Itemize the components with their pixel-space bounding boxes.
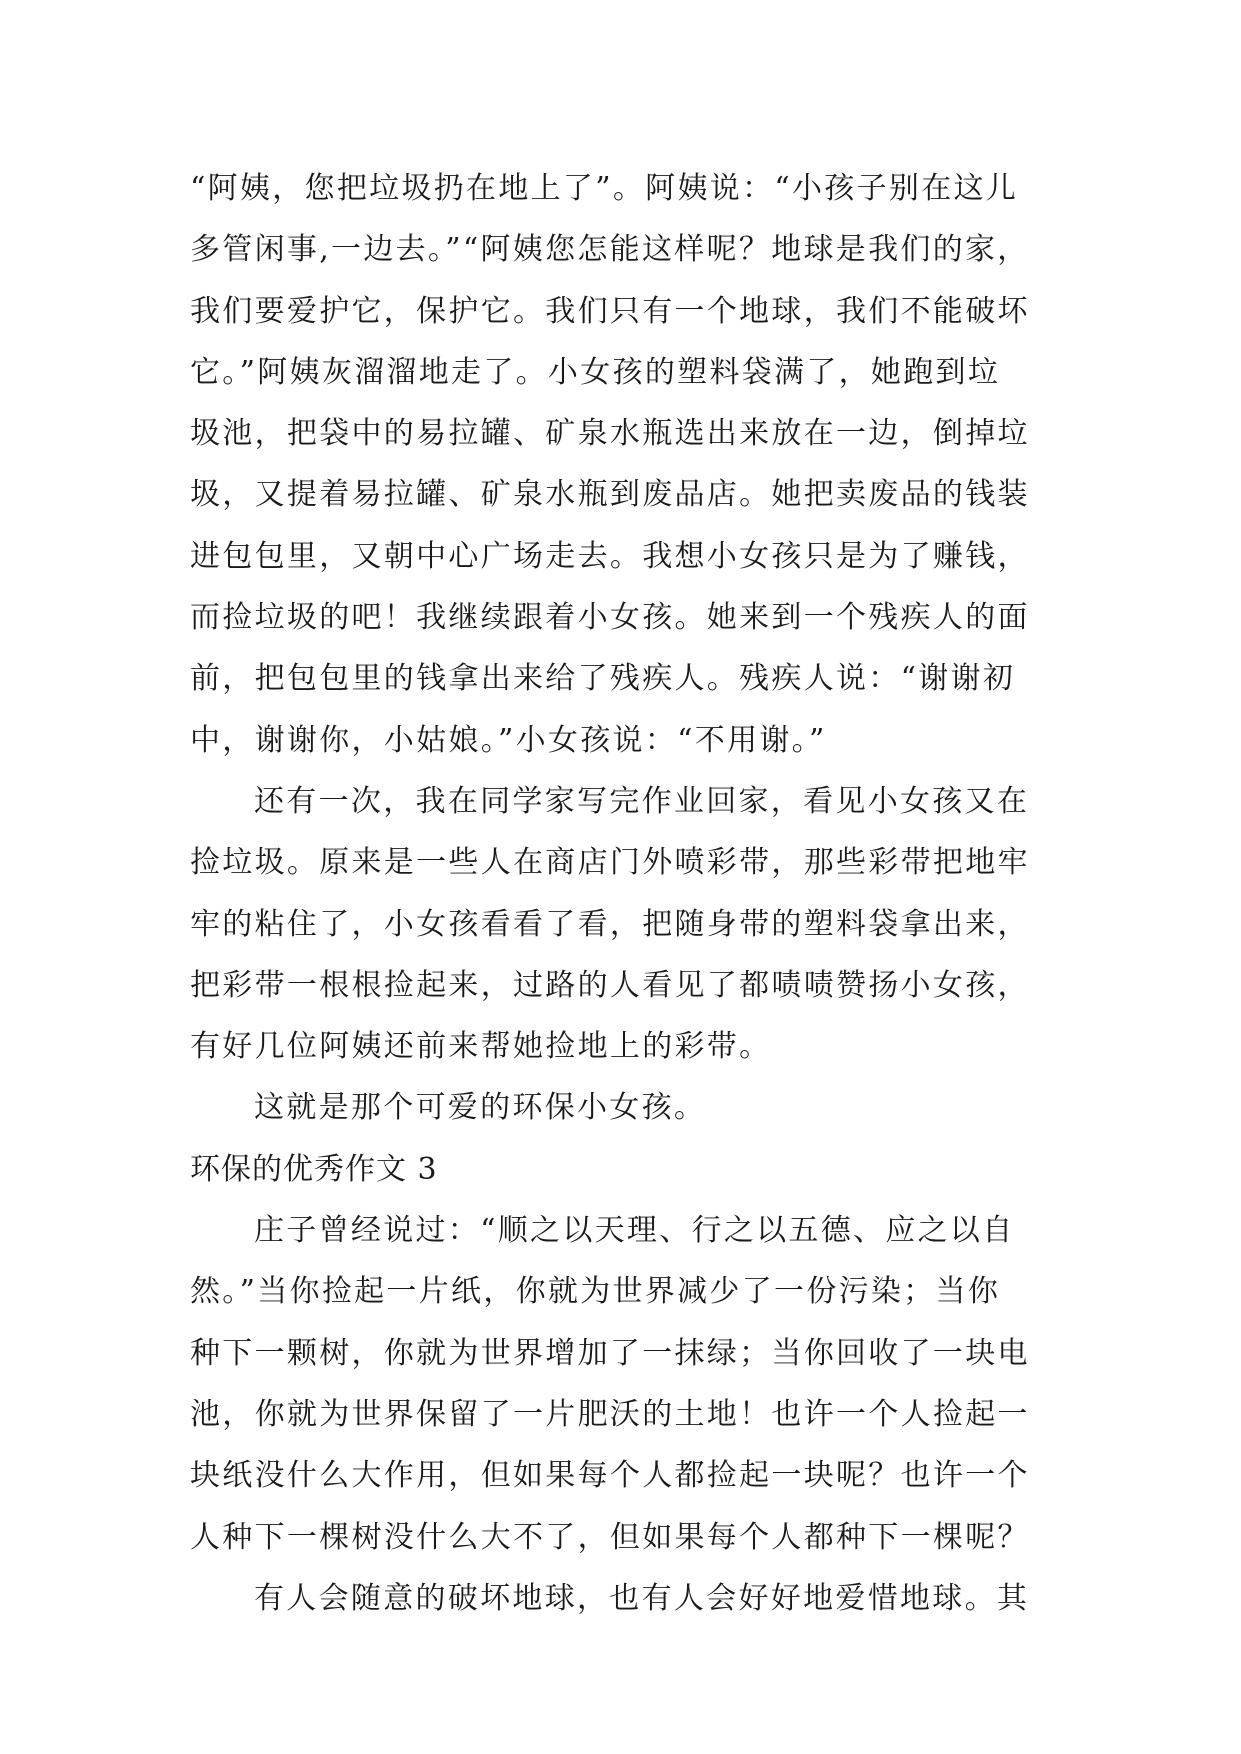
- text-line: 把彩带一根根捡起来，过路的人看见了都啧啧赞扬小女孩，: [190, 967, 1030, 1003]
- paragraph-first-line: 还有一次，我在同学家写完作业回家，看见小女孩又在: [254, 783, 1030, 819]
- text-line: 种下一颗树，你就为世界增加了一抹绿；当你回收了一块电: [190, 1335, 1030, 1371]
- text-line: 我们要爱护它，保护它。我们只有一个地球，我们不能破坏: [190, 293, 1030, 329]
- text-line: 圾池，把袋中的易拉罐、矿泉水瓶选出来放在一边，倒掉垃: [190, 416, 1030, 452]
- text-line: 多管闲事,一边去。”“阿姨您怎能这样呢？地球是我们的家，: [190, 232, 1030, 268]
- text-line: 中，谢谢你，小姑娘。”小女孩说：“不用谢。”: [190, 722, 827, 758]
- text-line: 有好几位阿姨还前来帮她捡地上的彩带。: [190, 1029, 772, 1065]
- text-line: 前，把包包里的钱拿出来给了残疾人。残疾人说：“谢谢初: [190, 661, 1016, 697]
- text-line: 然。”当你捡起一片纸，你就为世界减少了一份污染；当你: [190, 1274, 1001, 1310]
- text-line: 而捡垃圾的吧！我继续跟着小女孩。她来到一个残疾人的面: [190, 600, 1030, 636]
- essay-text-block: [190, 158, 1090, 1629]
- paragraph-first-line: 庄子曾经说过：“顺之以天理、行之以五德、应之以自: [254, 1213, 1015, 1249]
- section-heading: 环保的优秀作文 3: [190, 1151, 438, 1187]
- text-line: 池，你就为世界保留了一片肥沃的土地！也许一个人捡起一: [190, 1396, 1030, 1432]
- paragraph-first-line: 这就是那个可爱的环保小女孩。: [254, 1090, 707, 1126]
- text-line: 进包包里，又朝中心广场走去。我想小女孩只是为了赚钱，: [190, 538, 1030, 574]
- text-line: 它。”阿姨灰溜溜地走了。小女孩的塑料袋满了，她跑到垃: [190, 354, 1001, 390]
- text-line: 捡垃圾。原来是一些人在商店门外喷彩带，那些彩带把地牢: [190, 845, 1030, 881]
- paragraph-first-line: 有人会随意的破坏地球，也有人会好好地爱惜地球。其: [254, 1580, 1030, 1616]
- text-line: “阿姨，您把垃圾扔在地上了”。阿姨说：“小孩子别在这儿: [190, 171, 1019, 206]
- text-line: 牢的粘住了，小女孩看看了看，把随身带的塑料袋拿出来，: [190, 906, 1030, 942]
- text-line: 块纸没什么大作用，但如果每个人都捡起一块呢？也许一个: [190, 1458, 1030, 1494]
- text-line: 人种下一棵树没什么大不了，但如果每个人都种下一棵呢？: [190, 1519, 1030, 1555]
- text-line: 圾，又提着易拉罐、矿泉水瓶到废品店。她把卖废品的钱装: [190, 477, 1030, 513]
